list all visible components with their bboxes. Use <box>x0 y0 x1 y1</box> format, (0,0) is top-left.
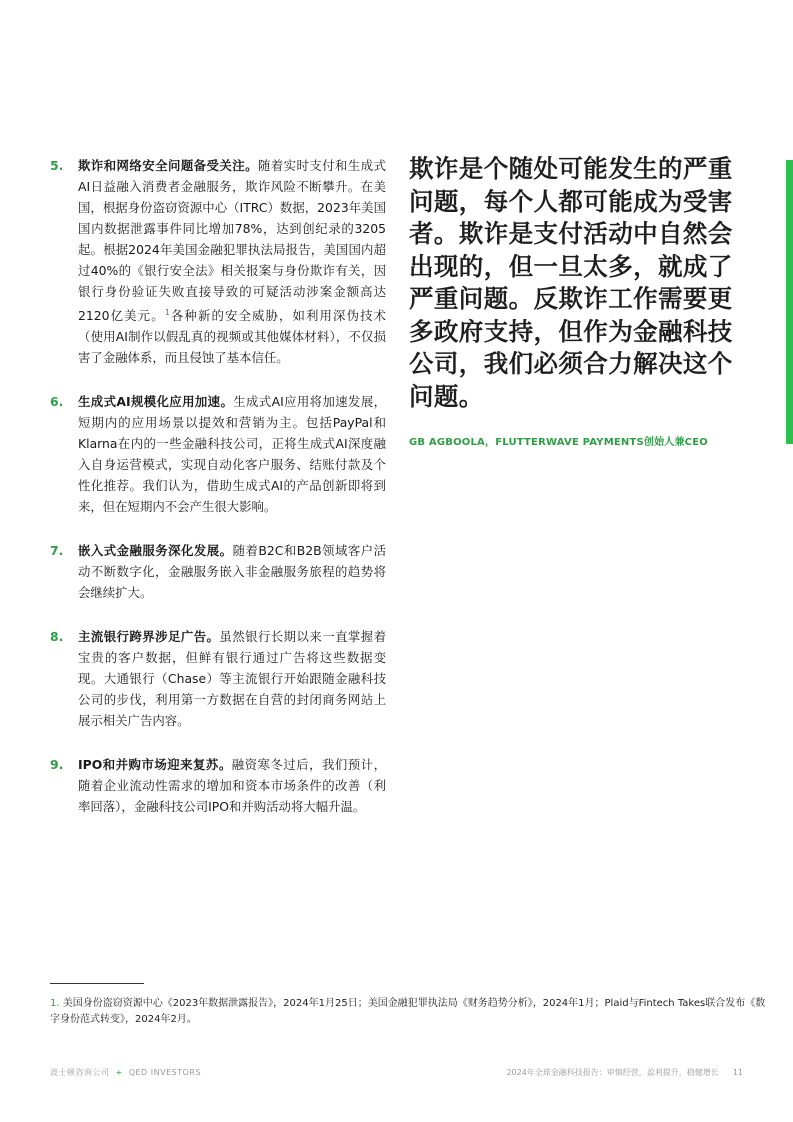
item-body-continued: 各种新的安全威胁，如利用深伪技术（使用AI制作以假乱真的视频或其他媒体材料），不仅损害了金融体系，而且侵蚀了基本信任。 <box>78 308 386 366</box>
item-body: 随着B2C和B2B领域客户活动不断数字化，金融服务嵌入非金融服务旅程的趋势将会继续扩大。 <box>78 543 387 601</box>
item-number: 8. <box>50 629 64 645</box>
footer-qed: QED INVESTORS <box>128 1068 202 1077</box>
footnote-number: 1. <box>50 998 60 1009</box>
item-number: 9. <box>50 757 64 773</box>
pull-quote <box>409 153 749 448</box>
footnote-divider <box>50 983 144 984</box>
item-number: 7. <box>50 543 64 559</box>
accent-bar <box>786 160 793 444</box>
item-heading: IPO和并购市场迎来复苏。 <box>78 757 232 773</box>
footnote-text: 美国身份盗窃资源中心《2023年数据泄露报告》，2024年1月25日；美国金融犯罪执法局《财务趋势分析》，2024年1月；Plaid与Fintech Takes联合发布《数字身份范式转变》，2024年2月。 <box>50 998 766 1025</box>
quote-author: GB AGBOOLA，FLUTTERWAVE PAYMENTS创始人兼CEO <box>409 437 708 448</box>
footnote-ref[interactable]: 1 <box>164 308 170 317</box>
item-heading: 嵌入式金融服务深化发展。 <box>78 543 233 559</box>
item-heading: 欺诈和网络安全问题备受关注。 <box>78 158 258 173</box>
item-heading: 生成式AI规模化应用加速。 <box>78 394 234 410</box>
footnote <box>50 996 770 1028</box>
item-number: 5. <box>50 158 64 173</box>
list-item <box>50 155 386 368</box>
trend-list <box>50 155 386 840</box>
footer-brand <box>50 1067 201 1078</box>
item-heading: 主流银行跨界涉足广告。 <box>78 629 220 645</box>
item-body: 生成式AI应用将加速发展，短期内的应用场景以提效和营销为主。包括PayPal和Klarna在内的一些金融科技公司，正将生成式AI深度融入自身运营模式，实现自动化客户服务、结账付款及个性化推荐。我们认为，借助生成式AI的产品创新即将到来，但在短期内不会产生很大影响。 <box>78 394 386 515</box>
footer-report <box>506 1067 743 1078</box>
item-body: 融资寒冬过后，我们预计，随着企业流动性需求的增加和资本市场条件的改善（利率回落），金融科技公司IPO和并购活动将大幅升温。 <box>78 757 386 815</box>
item-body: 随着实时支付和生成式AI日益融入消费者金融服务，欺诈风险不断攀升。在美国，根据身份盗窃资源中心（ITRC）数据，2023年美国国内数据泄露事件同比增加78%，达到创纪录的3205起。根据2024年美国金融犯罪执法局报告，美国国内超过40%的《银行安全法》相关报案与身份欺诈有关，因银行身份验证失败直接导致的可疑活动涉案金额高达2120亿美元。 <box>78 158 387 324</box>
footer-report-title: 2024年全球金融科技报告：审慎经营，盈利提升，稳健增长 <box>506 1068 719 1077</box>
item-body: 虽然银行长期以来一直掌握着宝贵的客户数据，但鲜有银行通过广告将这些数据变现。大通银行（Chase）等主流银行开始跟随金融科技公司的步伐，利用第一方数据在自营的封闭商务网站上展示相关广告内容。 <box>78 629 387 729</box>
footer-bcg: 波士顿咨询公司 <box>50 1068 110 1077</box>
list-item <box>50 754 386 817</box>
page-number: 11 <box>732 1068 743 1077</box>
list-item <box>50 391 386 517</box>
list-item <box>50 540 386 603</box>
item-number: 6. <box>50 394 64 410</box>
quote-text: 欺诈是个随处可能发生的严重问题，每个人都可能成为受害者。欺诈是支付活动中自然会出现的，但一旦太多，就成了严重问题。反欺诈工作需要更多政府支持，但作为金融科技公司，我们必须合力解决这个问题。 <box>409 154 733 411</box>
footer-separator: + <box>115 1068 123 1077</box>
list-item <box>50 626 386 731</box>
